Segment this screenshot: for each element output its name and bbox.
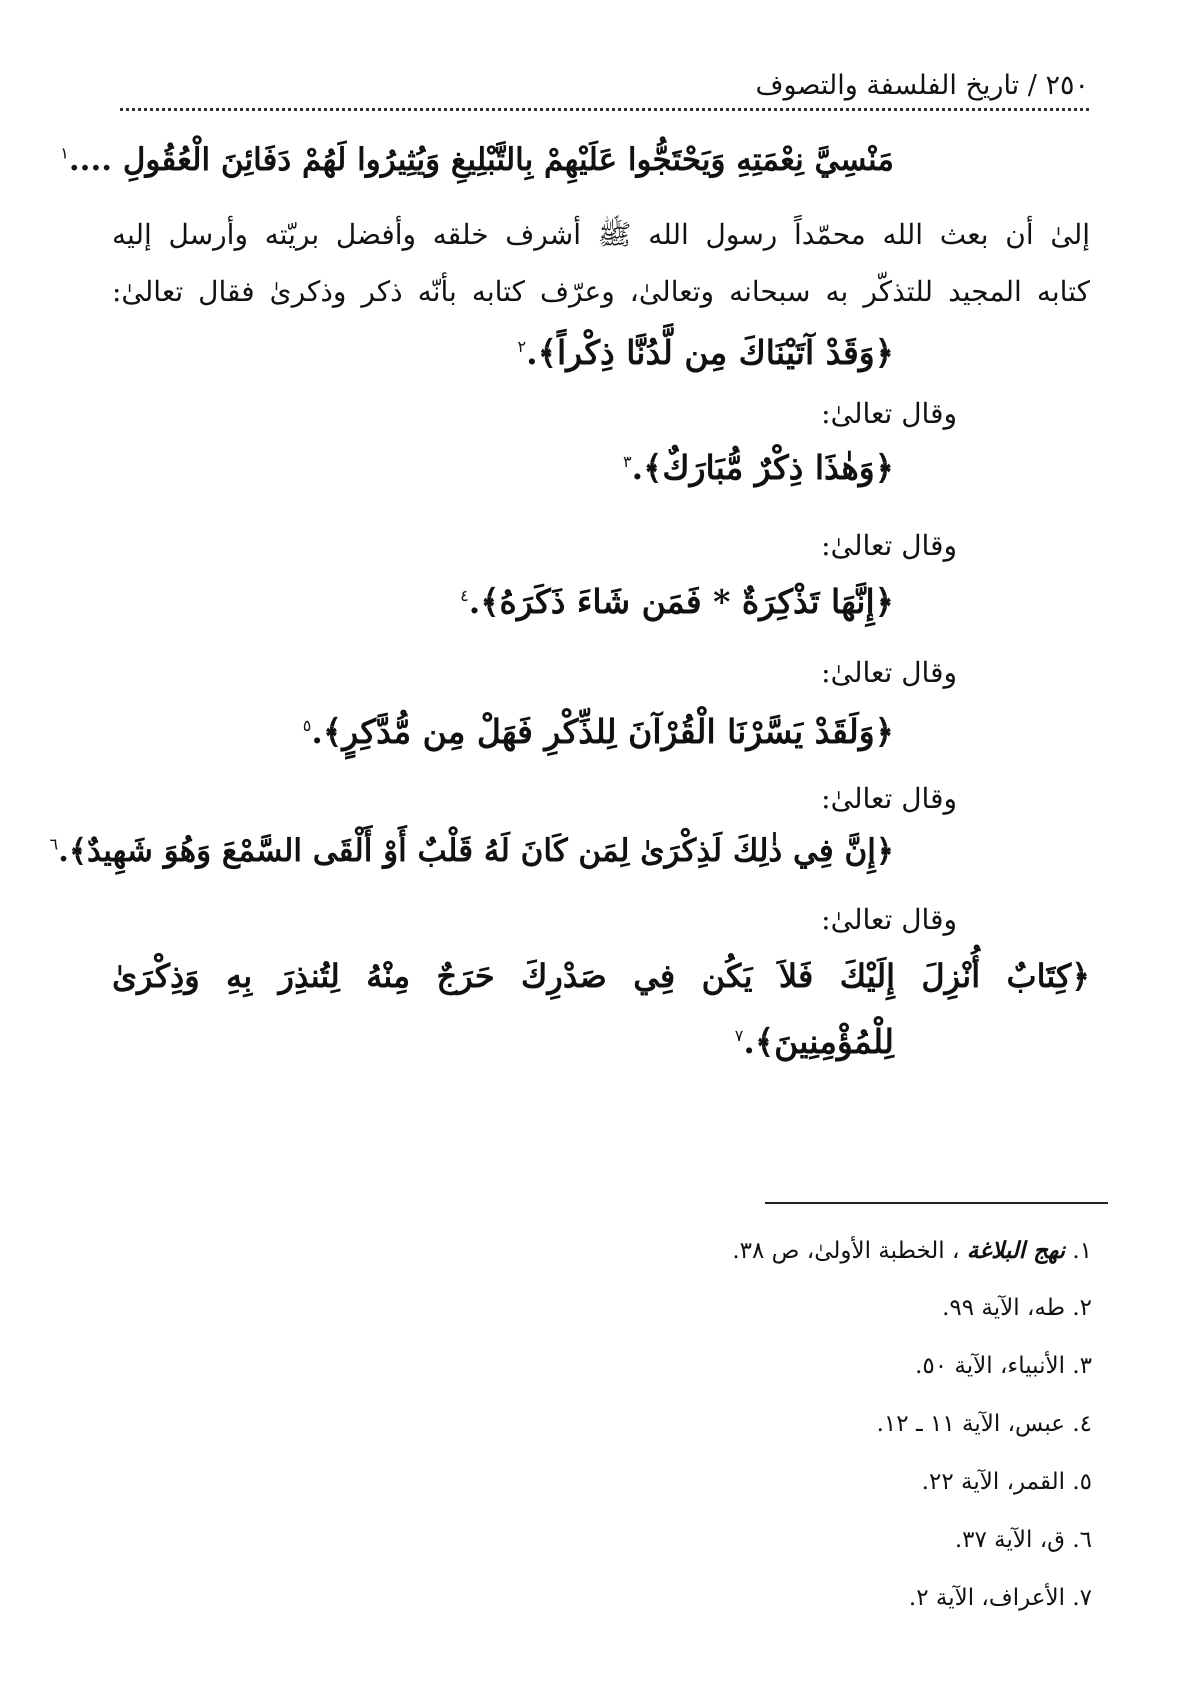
footnote-marker: ٥ — [302, 716, 312, 735]
footnote-separator — [765, 1202, 1108, 1204]
quran-verse-6-line-1: ﴿كِتَابٌ أُنْزِلَ إِلَيْكَ فَلاَ يَكُن فِي صَدْرِكَ حَرَجٌ مِنْهُ لِتُنذِرَ بِهِ وَذِكْرَىٰ — [112, 957, 1090, 995]
footnote-marker: ٣ — [623, 452, 632, 471]
header-separator: / — [1027, 70, 1037, 101]
footnote-source-title: نهج البلاغة — [966, 1237, 1066, 1264]
quran-verse-1: ﴿وَقَدْ آتَيْنَاكَ مِن لَّدُنَّا ذِكْراً﴾.$^٢$ — [517, 333, 894, 372]
book-title: تاريخ الفلسفة والتصوف — [755, 70, 1020, 101]
footnote-marker: ٦ — [49, 834, 59, 854]
header-dotted-rule — [120, 108, 1089, 111]
footnote-marker: ٧ — [734, 1026, 744, 1045]
quran-verse-4: ﴿وَلَقَدْ يَسَّرْنَا الْقُرْآنَ لِلذِّكْرِ فَهَلْ مِن مُّدَّكِرٍ﴾.$^٥$ — [302, 712, 894, 751]
footnote-3: ٣. الأنبياء، الآية ٥٠. — [915, 1353, 1092, 1379]
said-label: وقال تعالىٰ: — [821, 529, 957, 562]
said-label: وقال تعالىٰ: — [821, 782, 957, 815]
quran-verse-2: ﴿وَهٰذَا ذِكْرٌ مُّبَارَكٌ﴾.$^٣$ — [623, 448, 894, 487]
footnote-4: ٤. عبس، الآية ١١ ـ ١٢. — [876, 1411, 1092, 1437]
footnote-1: ١. نهج البلاغة ، الخطبة الأولىٰ، ص ٣٨. — [732, 1237, 1092, 1264]
footnote-7: ٧. الأعراف، الآية ٢. — [908, 1585, 1092, 1611]
footnote-marker: ٤ — [460, 586, 469, 605]
paragraph-line-2: كتابه المجيد للتذكّر به سبحانه وتعالىٰ، وعرّف كتابه بأنّه ذكر وذكرىٰ فقال تعالىٰ: — [112, 275, 1090, 308]
said-label: وقال تعالىٰ: — [821, 656, 957, 689]
quran-verse-5: ﴿إِنَّ فِي ذٰلِكَ لَذِكْرَىٰ لِمَن كَانَ لَهُ قَلْبٌ أَوْ أَلْقَى السَّمْعَ وَهُوَ شَهِيدٌ﴾.$^٦$ — [49, 833, 894, 869]
page-number: ٢٥٠ — [1045, 70, 1089, 101]
quran-verse-3: ﴿إِنَّهَا تَذْكِرَةٌ * فَمَن شَاءَ ذَكَرَهُ﴾.$^٤$ — [460, 582, 894, 621]
footnote-marker: ٢ — [517, 337, 527, 356]
quran-verse-6-line-2: لِلْمُؤْمِنِينَ﴾.$^٧$ — [734, 1022, 894, 1061]
footnote-2: ٢. طه، الآية ٩٩. — [942, 1295, 1092, 1321]
paragraph-line-1: إلىٰ أن بعث الله محمّداً رسول الله ﷺ أشرف خلقه وأفضل بريّته وأرسل إليه — [112, 218, 1091, 251]
footnote-marker: ١ — [60, 143, 69, 163]
footnote-5: ٥. القمر، الآية ٢٢. — [921, 1469, 1092, 1495]
footnote-6: ٦. ق، الآية ٣٧. — [954, 1527, 1092, 1553]
running-header — [755, 70, 1089, 101]
said-label: وقال تعالىٰ: — [821, 903, 957, 936]
hadith-continuation: مَنْسِيَّ نِعْمَتِهِ وَيَحْتَجُّوا عَلَيْهِمْ بِالتَّبْلِيغِ وَيُثِيرُوا لَهُمْ دَفَائِنَ الْعُقُولِ ....$^١$ — [60, 142, 894, 178]
said-label: وقال تعالىٰ: — [821, 397, 957, 430]
